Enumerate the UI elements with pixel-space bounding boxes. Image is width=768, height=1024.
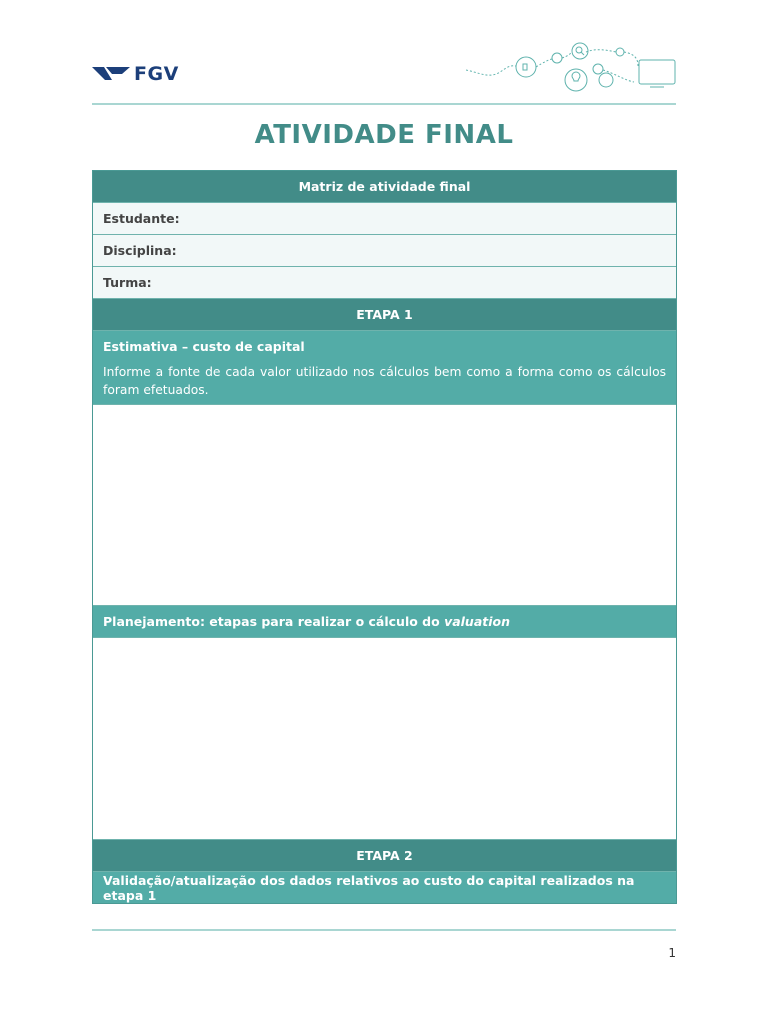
activity-matrix-table [92,170,677,904]
page-title: ATIVIDADE FINAL [254,120,514,150]
etapa-1-header [93,299,676,331]
footer-divider [92,929,676,931]
header-divider [92,103,676,105]
matrix-heading [93,171,676,203]
validacao-section [93,872,676,903]
etapa-2-label: ETAPA 2 [356,848,413,863]
field-turma[interactable] [93,267,676,299]
page-number: 1 [668,946,676,960]
planejamento-answer-area[interactable] [93,638,676,840]
etapa-2-header [93,840,676,872]
etapa-1-label: ETAPA 1 [356,307,413,322]
estimativa-description: Informe a fonte de cada valor utilizado nos cálculos bem como a forma como os cálculos foram efetuados. [103,365,666,397]
field-label: Estudante: [103,211,180,226]
estimativa-answer-area[interactable] [93,405,676,606]
estimativa-section [93,331,676,405]
decorative-tech-illustration [466,40,676,96]
field-estudante[interactable] [93,203,676,235]
fgv-logo [92,64,179,84]
fgv-wing-icon [92,67,130,81]
page-header [92,40,676,96]
planejamento-title [103,614,510,629]
field-label: Disciplina: [103,243,177,258]
field-disciplina[interactable] [93,235,676,267]
planejamento-title-italic: valuation [444,614,511,629]
matrix-heading-text: Matriz de atividade final [298,179,471,194]
planejamento-section [93,606,676,638]
validacao-title: Validação/atualização dos dados relativos ao custo do capital realizados na etapa 1 [103,872,635,903]
estimativa-title: Estimativa – custo de capital [103,339,305,354]
planejamento-title-text: Planejamento: etapas para realizar o cálculo do [103,614,445,629]
field-label: Turma: [103,275,152,290]
logo-text: FGV [134,63,179,85]
